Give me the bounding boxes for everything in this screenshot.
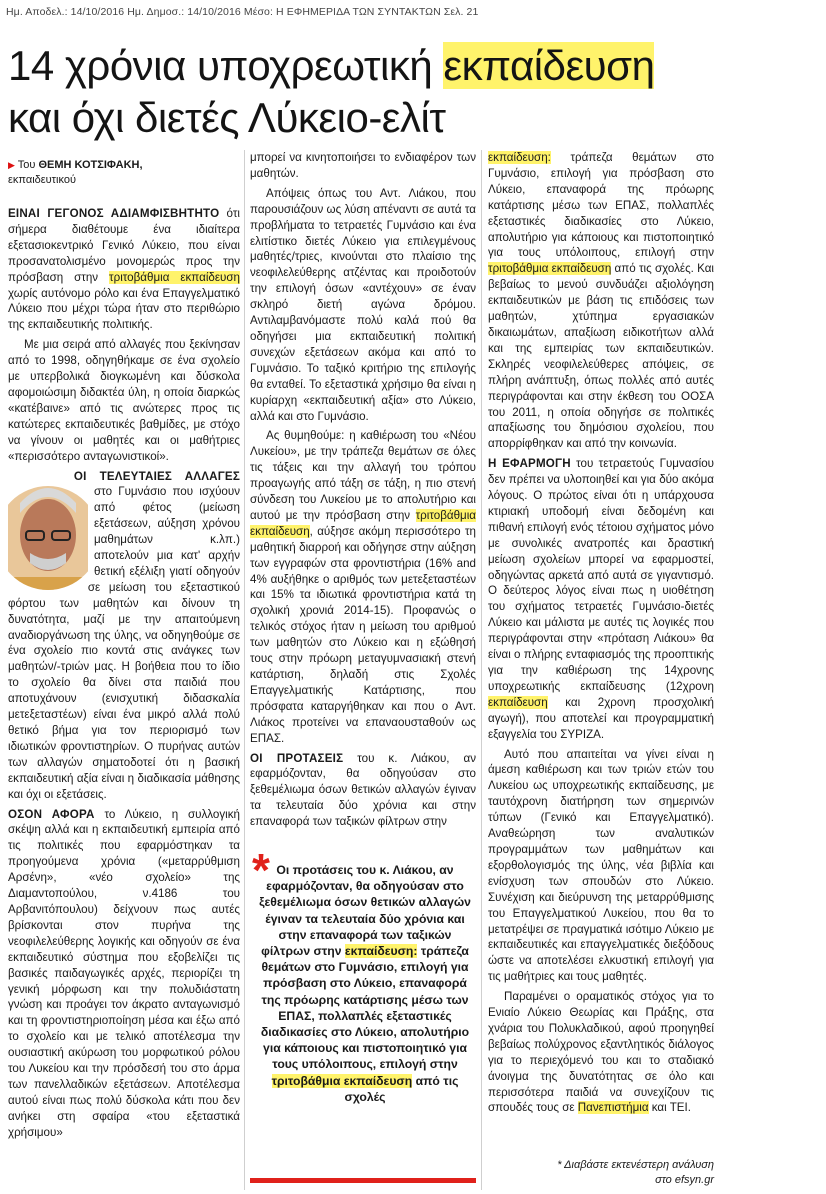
paragraph: Απόψεις όπως του Αντ. Λιάκου, που παρουσιάζουν ως λύση απέναντι σε αυτά τα προβλήματα το τετραετές Γυμνάσιο και ένα ελιτίστικο διετές Λύκειο για επιλεγμένους μαθητές/τριες, κινούνται στο πλαίσιο της νεοφιλελεύθερης ατζέντας και προιδοτούν την επιλογή όσων «αντέχουν» σε έναν σκληρό διετή αγώνα δρόμου. Αντιλαμβανόμαστε πολύ καλά πού θα οδηγήσει μια εκπαιδευτική πολιτική συνεχών εξετάσεων ακόμα και από το Γυμνάσιο. Το ταξικό κριτήριο της επιλογής θα ενταθεί. Το εξεταστικά χρήσιμο θα είναι η κυρίαρχη «εκπαιδευτική αξία» στο Λύκειο, αλλά και στο Γυμνάσιο. bbox=[250, 186, 476, 423]
highlight: τριτοβάθμια εκπαίδευση bbox=[271, 1073, 413, 1088]
text-run: τράπεζα θεμάτων στο Γυμνάσιο, επιλογή για πρόσβαση στο Λύκειο, επαναφορά της πρόωρης κατάρτισης μέσω των ΕΠΑΣ, πολλαπλές εξεταστικές διαδικασίες στο Λύκειο, απολυτήριο για κάποιους και πιστοποιητικό για τους υπόλοιπους, επιλογή στην bbox=[260, 944, 470, 1072]
column-divider bbox=[481, 150, 482, 1190]
paragraph: Αυτό που απαιτείται να γίνει είναι η άμεση καθιέρωση και των τριών ετών του Λυκείου ως υποχρεωτικής εκπαίδευσης, με ταυτόχρονη διατήρηση των σημερινών τύπων (Γενικό και Επαγγελματικό). Αναθεώρηση των αναλυτικών προγραμμάτων των μαθημάτων και εξορθολογισμός της ύλης, νέα βιβλία και ενίσχυση των σπουδών στο Λύκειο. Συνέχιση και διεύρυνση της μεταρρύθμισης του Επαγγελματικού Λυκείου, που θα το μετατρέψει σε πραγματικά ισότιμο Λύκειο με εκπαιδευτικές και επαγγελματικές διεξόδους ώστε να αποτελέσει ελκυστική επιλογή για τις μαθήτριες και τους μαθητές. bbox=[488, 747, 714, 984]
author-photo bbox=[8, 473, 88, 603]
pull-quote bbox=[256, 862, 474, 1105]
author-name: ΘΕΜΗ ΚΟΤΣΙΦΑΚΗ, bbox=[38, 159, 143, 171]
column-3 bbox=[488, 150, 714, 1120]
text-run: του τετραετούς Γυμνασίου δεν πρέπει να υλοποιηθεί και για δύο ακόμα λόγους. Ο πρώτος είναι ότι η υπάρχουσα κτιριακή υποδομή είναι δεδομένη και πιθανή επιλογή ενός τέτοιου σχήματος μόνο με συνολικές ανατροπές και δραστική μείωση σχολείων μπορεί να εφαρμοστεί, οδηγώντας αρκετά από αυτά σε γιγαντισμό. Ο δεύτερος λόγος είναι πως η υιοθέτηση του σχήματος τετραετές Γυμνάσιο-διετές Λύκειο και μάλιστα με αυτές τις λογικές που περιγράφονται στην «πρόταση Λιάκου» θα είναι ο πλήρης ενταφιασμός της προοπτικής για την καθιέρωση της 14χρονης υποχρεωτικής εκπαίδευσης (12χρονη bbox=[488, 457, 715, 693]
text-run: του κ. Λιάκου, αν εφαρμόζονταν, θα οδηγούσαν στο ξεθεμέλιωμα όσων θετικών αλλαγών έγιναν τα τελευταία δύο χρόνια και στην επαναφορά των ταξικών φίλτρων στην bbox=[250, 751, 476, 829]
highlight: εκπαίδευση: bbox=[488, 151, 551, 164]
paragraph bbox=[8, 469, 240, 803]
paragraph bbox=[488, 150, 714, 452]
article-title bbox=[8, 40, 818, 144]
highlight: τριτοβάθμια εκπαίδευση bbox=[250, 508, 476, 538]
text-run: Ας θυμηθούμε: η καθιέρωση του «Νέου Λυκείου», με την τράπεζα θεμάτων σε όλες τις τάξεις και την αλλαγή του τρόπου προαγωγής από τάξη σε τάξη, η πιο στενή σύνδεση του Λυκείου με το απολυτήριο και αυτού με την πρόσβαση στην bbox=[250, 429, 476, 522]
column-divider bbox=[244, 150, 245, 1190]
highlight: εκπαίδευση bbox=[488, 695, 548, 709]
footnote-line: * Διαβάστε εκτενέστερη ανάλυση bbox=[557, 1159, 714, 1171]
lead-in: ΟΣΟΝ ΑΦΟΡΑ bbox=[8, 807, 95, 821]
text-run: χωρίς αυτόνομο ρόλο και ένα Επαγγελματικό Λύκειο που μέχρι τώρα ήταν στο περιθώριο της εκπαιδευτικής πολιτικής. bbox=[8, 286, 240, 332]
lead-in: ΕΙΝΑΙ ΓΕΓΟΝΟΣ ΑΔΙΑΜΦΙΣΒΗΤΗΤΟ bbox=[8, 207, 220, 220]
text-run: και ΤΕΙ. bbox=[648, 1101, 691, 1115]
lead-in: ΟΙ ΠΡΟΤΑΣΕΙΣ bbox=[250, 751, 344, 765]
lead-in: ΟΙ ΤΕΛΕΥΤΑΙΕΣ ΑΛΛΑΓΕΣ bbox=[73, 469, 240, 483]
title-line1: 14 χρόνια υποχρεωτική bbox=[8, 42, 444, 89]
text-run: , αύξησε ακόμη περισσότερο τη μαθητική διαρροή και οδήγησε στην αύξηση των εγγραφών στα φροντιστήρια (16% and 4% αυξήθηκε ο αριθμός των μετεξεταστέων και 15% τα ιδιωτικά φροντιστήρια κατά τη σχολική χρονιά 2014-15). Προφανώς ο τελικός στόχος ήταν η μείωση του αριθμού των μαθητών στο Λύκειο και η εξώθησή τους στην πρόωρη μεταγυμνασιακή στενή κατάρτιση, δηλαδή στις Σχολές Επαγγελματικής Κατάρτισης, που πρόσφατα καταργήθηκαν και που ο Αντ. Λιάκος προτείνει να επαναουσταθούν ως ΕΠΑΣ. bbox=[250, 524, 476, 745]
footnote-link: στο efsyn.gr bbox=[655, 1174, 714, 1186]
column-1 bbox=[8, 206, 240, 1145]
paragraph bbox=[250, 428, 476, 746]
text-run: Παραμένει ο οραματικός στόχος για το Ενιαίο Λύκειο Θεωρίας και Πράξης, στα χνάρια του Πολυκλαδικού, αφού προηγηθεί βεβαίως πολύχρονος εξαντλητικός διάλογος για το περιεχόμενό του και το σταδιακό άνοιγμα της δυνατότητας σε όλο και περισσότερα παιδιά να συνεχίζουν τις σπουδές τους σε bbox=[488, 990, 714, 1115]
lead-in: Η ΕΦΑΡΜΟΓΗ bbox=[488, 457, 571, 471]
text-run: Οι προτάσεις του κ. Λιάκου, αν εφαρμόζονταν, θα οδηγούσαν στο ξεθεμέλιωμα όσων θετικών αλλαγών έγιναν τα τελευταία δύο χρόνια και στην επαναφορά των ταξικών φίλτρων στην bbox=[259, 863, 471, 959]
paragraph bbox=[488, 989, 714, 1116]
title-line2: και όχι διετές Λύκειο-ελίτ bbox=[8, 94, 446, 141]
footnote bbox=[488, 1158, 714, 1188]
text-run: και 2χρονη προσχολική αγωγή), που αποτελεί και προγραμματική εξαγγελία του ΣΥΡΙΖΑ. bbox=[488, 695, 714, 741]
paragraph bbox=[8, 206, 240, 333]
text-run: από τις σχολές. Και βεβαίως το μενού συνδυάζει αξιολόγηση εκπαιδευτικών με βάση τις επιδόσεις των μαθητών, χτύπημα εργασιακών δικαιωμάτων, απαξίωση ειδικοτήτων αλλά και της εμπειρίας των εκπαιδευτικών. Σκληρές νεοφιλελεύθερες απόψεις, σε πλήρη ανάπτυξη, όπως πολλές από αυτές περιγράφονται και στην έκθεση του ΟΟΣΑ του 2011, η οποία οδηγήσε σε πολιτικές απαξίωσης του δημόσιου σχολείου, που απορρίφθηκαν και από την κοινωνία. bbox=[488, 262, 714, 451]
byline-arrow-icon: ▶ bbox=[8, 160, 15, 170]
highlight: τριτοβάθμια εκπαίδευση bbox=[488, 262, 612, 276]
pull-quote-rule bbox=[250, 1178, 476, 1183]
text-run: ότι σήμερα διαθέτουμε ένα ιδιαίτερα εξετασιοκεντρικό Γενικό Λύκειο, που είναι προσανατολισμένο μονομερώς προς την πρόσβαση στην bbox=[8, 207, 240, 284]
byline bbox=[8, 158, 238, 188]
paragraph bbox=[250, 751, 476, 831]
highlight: Πανεπιστήμια bbox=[577, 1101, 649, 1115]
text-run: από τις σχολές bbox=[344, 1073, 459, 1104]
paragraph bbox=[8, 807, 240, 1141]
author-role: εκπαιδευτικού bbox=[8, 174, 76, 186]
text-run: στο Γυμνάσιο που ισχύουν από φέτος (μείωση εξετάσεων, αύξηση χρόνου μαθημάτων κ.λπ.) αποτελούν μια κατ' αρχήν θετική εξέλιξη γιατί οδηγούν σε μείωση του εξεταστικού φόρτου των μαθητών και δίνουν τη δυνατότητα, μαζί με την απαιτούμενη αναδιοργάνωση της ύλης, να οδηγηθούμε σε ένα σχολείο πιο κοντά στις ανάγκες των μαθητών/-τριών μας. Η βοήθεια που το ίδιο το σχολείο θα δίνει στα παιδιά που αποτυχάνουν (ενισχυτική διδασκαλία μετεξεταστέων) είναι ένα μικρό αλλά πολύ θετικό βήμα για τον περιορισμό των ιδιωτικών φροντιστηρίων. Ο πυρήνας αυτών των αλλαγών σηματοδοτεί ότι η βασική εκπαιδευτική αξία είναι η διαδικασία μάθησης και όχι οι εξετάσεις. bbox=[8, 485, 240, 801]
text-run: το Λύκειο, η συλλογική σκέψη αλλά και η εκπαιδευτική εμπειρία από τις πολιτικές που εφαρμόστηκαν τα προηγούμενα χρόνια («μεταρρύθμιση Αρσένη», «νέο σχολείο» της Διαμαντοπούλου, ν.4186 του Αρβανιτόπουλου) δείχνουν πως αυτές βρίσκονται στον πυρήνα της νεοφιλελεύθερης λογικής και οδηγούν σε ένα εκπαιδευτικό σύστημα που εξοβελίζει τις βασικές παιδαγωγικές αρχές, περιορίζει τη γενική μόρφωση και την πολυδιάστατη γνώση και προάγει τον άκρατο ανταγωνισμό και τη φροντιστηριοποίηση μέσα και έξω από το σχολείο και με τελικό αποτέλεσμα την ουσιαστική ακύρωση του μορφωτικού ρόλου του Λυκείου και την πρόσδεσή του στο άρμα των πανελλαδικών εξετάσεων. Αποτέλεσμα αυτού είναι πως πολύ δύσκολα κάτι που δεν ανήκει στη σφαίρα «του εξεταστικά χρήσιμου» bbox=[8, 807, 240, 1139]
paragraph: μπορεί να κινητοποιήσει το ενδιαφέρον των μαθητών. bbox=[250, 151, 476, 180]
title-highlight: εκπαίδευση bbox=[443, 42, 655, 89]
paragraph: Με μια σειρά από αλλαγές που ξεκίνησαν από το 1998, οδηγηθήκαμε σε ένα σχολείο με υπερβολικά διογκωμένη και δύσκολα αφομοιώσιμη διδακτέα ύλη, η οποία διαρκώς «κατέβαινε» από τις ανώτερες προς τις κατώτερες εκπαιδευτικές βαθμίδες, με στόχο να γίνουν οι μαθητές και οι μαθήτριες «περισσότερο ανταγωνιστικοί». bbox=[8, 338, 240, 463]
byline-prefix: Του bbox=[17, 159, 39, 171]
asterisk-icon: * bbox=[252, 844, 270, 896]
column-2 bbox=[250, 150, 476, 834]
paragraph bbox=[488, 456, 714, 742]
highlight: εκπαίδευση: bbox=[344, 944, 418, 959]
text-run: τράπεζα θεμάτων στο Γυμνάσιο, επιλογή για πρόσβαση στο Λύκειο, επαναφορά της πρόωρης κατάρτισης μέσω των ΕΠΑΣ, πολλαπλές εξεταστικές διαδικασίες στο Λύκειο, απολυτήριο για κάποιους και πιστοποιητικό για τους υπόλοιπους, επιλογή στην bbox=[488, 151, 714, 260]
clipping-metadata: Ημ. Αποδελ.: 14/10/2016 Ημ. Δημοσ.: 14/10/2016 Μέσο: Η ΕΦΗΜΕΡΙΔΑ ΤΩΝ ΣΥΝΤΑΚΤΩΝ Σελ. 21 bbox=[6, 6, 479, 18]
highlight: τριτοβάθμια εκπαίδευση bbox=[109, 270, 240, 284]
